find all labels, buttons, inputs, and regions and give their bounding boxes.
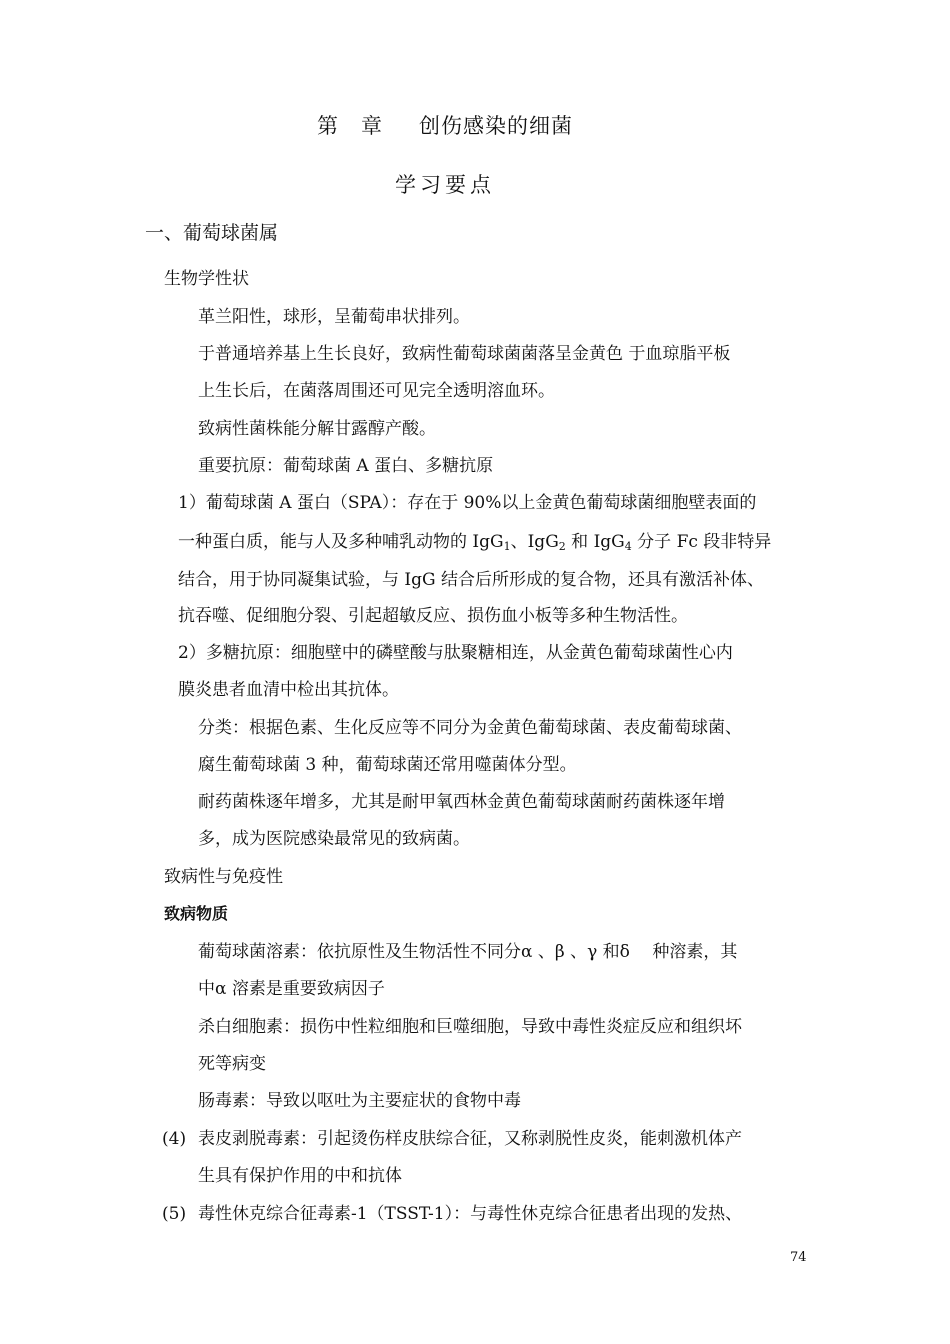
- paragraph-line: 致病性菌株能分解甘露醇产酸。: [198, 419, 436, 439]
- paragraph-line: 结合，用于协同凝集试验，与 IgG 结合后所形成的复合物，还具有激活补体、: [178, 570, 764, 590]
- paragraph-line: 多，成为医院感染最常见的致病菌。: [198, 829, 470, 849]
- paragraph-line: 膜炎患者血清中检出其抗体。: [178, 680, 399, 700]
- paragraph-line: 上生长后，在菌落周围还可见完全透明溶血环。: [198, 381, 555, 401]
- chapter-word-2: 章: [361, 114, 383, 138]
- list-item: [162, 1203, 742, 1225]
- list-number: (4): [162, 1129, 187, 1149]
- paragraph-line: 杀白细胞素：损伤中性粒细胞和巨噬细胞，导致中毒性炎症反应和组织坏: [198, 1017, 742, 1037]
- paragraph-line: 抗吞噬、促细胞分裂、引起超敏反应、损伤血小板等多种生物活性。: [178, 606, 688, 626]
- section-subtitle: 学习要点: [395, 173, 495, 197]
- paragraph-line: 分类：根据色素、生化反应等不同分为金黄色葡萄球菌、表皮葡萄球菌、: [198, 718, 742, 738]
- text-run: 分子 Fc 段非特异: [631, 532, 772, 552]
- list-number: (5): [162, 1204, 187, 1224]
- subscript: 1: [503, 540, 511, 553]
- chapter-title-text: 创伤感染的细菌: [419, 114, 573, 138]
- subheading-materials: 致病物质: [164, 904, 229, 923]
- text-run: 一种蛋白质，能与人及多种哺乳动物的 IgG: [178, 532, 504, 552]
- chapter-word-1: 第: [317, 114, 339, 138]
- subscript: 4: [624, 540, 632, 553]
- paragraph-line: [178, 531, 771, 553]
- paragraph-line: 中α 溶素是重要致病因子: [198, 979, 385, 999]
- page-number: 74: [790, 1250, 807, 1265]
- subscript: 2: [558, 540, 566, 553]
- text-run: 毒性休克综合征毒素-1（TSST-1）：与毒性休克综合征患者出现的发热、: [198, 1204, 743, 1224]
- paragraph-line: 肠毒素：导致以呕吐为主要症状的食物中毒: [198, 1091, 521, 1111]
- paragraph-line: 革兰阳性，球形，呈葡萄串状排列。: [198, 307, 470, 327]
- subheading-biology: 生物学性状: [164, 269, 249, 289]
- list-item: [162, 1128, 742, 1150]
- section-heading: 一、葡萄球菌属: [145, 222, 279, 244]
- paragraph-line: 耐药菌株逐年增多，尤其是耐甲氧西林金黄色葡萄球菌耐药菌株逐年增: [198, 792, 725, 812]
- text-run: 和 IgG: [565, 532, 625, 552]
- paragraph-line: 于普通培养基上生长良好，致病性葡萄球菌菌落呈金黄色 于血琼脂平板: [198, 344, 731, 364]
- subheading-pathogenicity: 致病性与免疫性: [164, 867, 283, 887]
- text-run: 、IgG: [510, 532, 559, 552]
- chapter-title: [0, 110, 890, 140]
- paragraph-line: 死等病变: [198, 1054, 266, 1074]
- paragraph-line: 2）多糖抗原：细胞壁中的磷壁酸与肽聚糖相连，从金黄色葡萄球菌性心内: [178, 643, 733, 663]
- paragraph-line: 葡萄球菌溶素：依抗原性及生物活性不同分α 、β 、γ 和δ 种溶素，其: [198, 942, 738, 962]
- paragraph-line: 腐生葡萄球菌 3 种，葡萄球菌还常用噬菌体分型。: [198, 755, 577, 775]
- paragraph-line: 1）葡萄球菌 A 蛋白（SPA）：存在于 90%以上金黄色葡萄球菌细胞壁表面的: [178, 493, 757, 513]
- paragraph-line: 生具有保护作用的中和抗体: [198, 1166, 402, 1186]
- paragraph-line: 重要抗原：葡萄球菌 A 蛋白、多糖抗原: [198, 456, 494, 476]
- text-run: 表皮剥脱毒素：引起烫伤样皮肤综合征，又称剥脱性皮炎，能刺激机体产: [198, 1129, 742, 1149]
